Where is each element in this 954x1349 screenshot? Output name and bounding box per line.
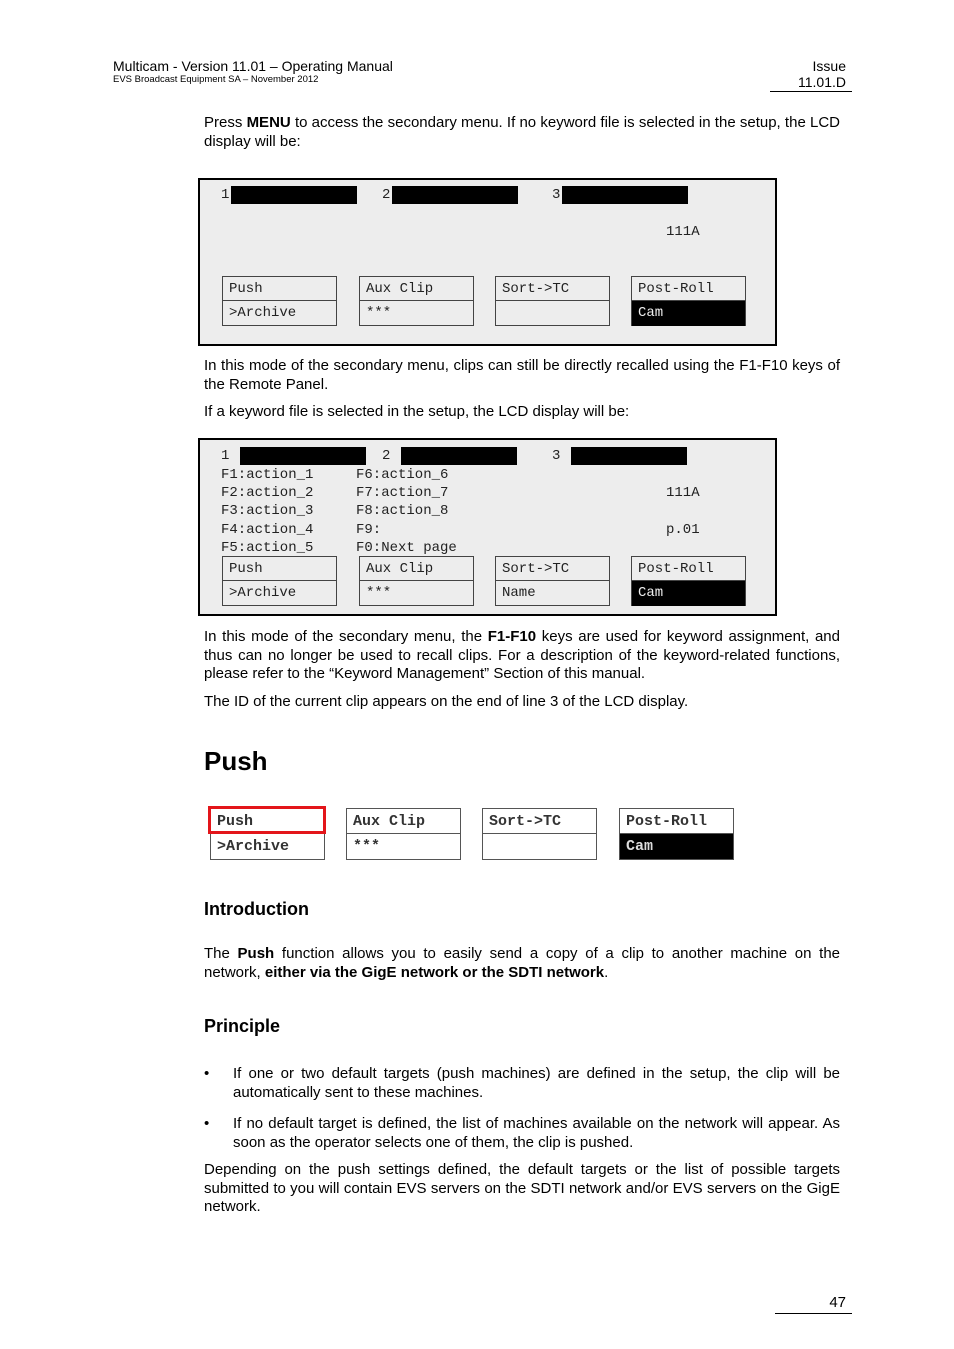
lcd-key-post-roll: Post-Roll Cam bbox=[631, 556, 746, 606]
lcd-key-sort-tc: Sort->TC bbox=[495, 276, 610, 326]
bullet-icon: • bbox=[204, 1115, 210, 1132]
strip-key-post-roll: Post-Roll Cam bbox=[619, 808, 734, 860]
lcd-field-1 bbox=[231, 186, 357, 204]
lcd-num-1: 1 bbox=[221, 187, 230, 203]
strip-key-sort-tc: Sort->TC bbox=[482, 808, 597, 860]
keyword-line-f9: F9: bbox=[356, 522, 382, 538]
issue-block bbox=[798, 58, 846, 90]
keyword-line-f2: F2:action_2 bbox=[221, 485, 314, 501]
paragraph-clip-id: The ID of the current clip appears on the end of line 3 of the LCD display. bbox=[204, 693, 689, 710]
paragraph-keyword-intro: If a keyword file is selected in the setup, the LCD display will be: bbox=[204, 403, 630, 420]
paragraph-menu-intro: Press MENU to access the secondary menu. If no keyword file is selected in the setup, the LCD display will be: bbox=[204, 114, 841, 150]
lcd-field-3 bbox=[562, 186, 688, 204]
manual-subtitle: EVS Broadcast Equipment SA – November 2012 bbox=[113, 74, 319, 85]
lcd-key-push: Push >Archive bbox=[222, 556, 337, 606]
paragraph-keyword-mode: In this mode of the secondary menu, the F1-F10 keys are used for keyword assignment, and thus can no longer be used to recall clips. For a description of the keyword-related functions, please refer to the “Keyword Management” Section of this manual. bbox=[204, 628, 840, 682]
push-key-strip bbox=[208, 806, 738, 860]
keyword-line-f6: F6:action_6 bbox=[356, 467, 449, 483]
keyword-line-f7: F7:action_7 bbox=[356, 485, 449, 501]
keyword-line-f0: F0:Next page bbox=[356, 540, 457, 556]
paragraph-push-settings: Depending on the push settings defined, the default targets or the list of possible targets submitted to you will contain EVS servers on the SDTI network and/or EVS servers on the GigE network. bbox=[204, 1161, 840, 1215]
lcd-field-3 bbox=[571, 447, 687, 465]
footer-rule bbox=[775, 1313, 852, 1314]
bullet-icon: • bbox=[204, 1065, 210, 1082]
issue-label: Issue bbox=[812, 58, 846, 74]
lcd-field-1 bbox=[240, 447, 366, 465]
lcd-num-2: 2 bbox=[382, 448, 391, 464]
page-header bbox=[113, 58, 393, 86]
paragraph-introduction: The Push function allows you to easily send a copy of a clip to another machine on the network, either via the GigE network or the SDTI network. bbox=[204, 945, 841, 981]
issue-value: 11.01.D bbox=[798, 74, 846, 90]
keyword-line-f5: F5:action_5 bbox=[221, 540, 314, 556]
lcd-display-no-keyword bbox=[198, 178, 777, 346]
lcd-page-indicator: p.01 bbox=[666, 522, 700, 538]
push-highlight-frame bbox=[208, 806, 326, 834]
bullet-item: • If one or two default targets (push machines) are defined in the setup, the clip will be automatically sent to these machines. bbox=[204, 1065, 840, 1101]
lcd-num-3: 3 bbox=[552, 187, 561, 203]
lcd-clip-id: 111A bbox=[666, 485, 700, 501]
lcd-display-keyword bbox=[198, 438, 777, 616]
keyword-line-f4: F4:action_4 bbox=[221, 522, 314, 538]
strip-key-aux-clip: Aux Clip *** bbox=[346, 808, 461, 860]
heading-introduction: Introduction bbox=[204, 899, 309, 919]
paragraph-recall-note: In this mode of the secondary menu, clips can still be directly recalled using the F1-F10 keys of the Remote Panel. bbox=[204, 357, 840, 393]
manual-title: Multicam - Version 11.01 – Operating Manual bbox=[113, 58, 393, 74]
keyword-line-f1: F1:action_1 bbox=[221, 467, 314, 483]
lcd-key-post-roll: Post-Roll Cam bbox=[631, 276, 746, 326]
lcd-field-2 bbox=[392, 186, 518, 204]
lcd-key-sort-tc: Sort->TC Name bbox=[495, 556, 610, 606]
lcd-num-1: 1 bbox=[221, 448, 230, 464]
keyword-line-f3: F3:action_3 bbox=[221, 503, 314, 519]
lcd-key-aux-clip: Aux Clip *** bbox=[359, 556, 474, 606]
page-number: 47 bbox=[829, 1294, 846, 1311]
lcd-num-3: 3 bbox=[552, 448, 561, 464]
lcd-clip-id: 111A bbox=[666, 224, 700, 240]
lcd-num-2: 2 bbox=[382, 187, 391, 203]
header-rule bbox=[770, 91, 852, 92]
bullet-item: • If no default target is defined, the list of machines available on the network will appear. As soon as the operator selects one of them, the clip is pushed. bbox=[204, 1115, 840, 1151]
lcd-key-aux-clip: Aux Clip *** bbox=[359, 276, 474, 326]
heading-principle: Principle bbox=[204, 1016, 281, 1036]
strip-key-push: Push >Archive bbox=[210, 808, 325, 860]
section-title-push: Push bbox=[204, 746, 268, 776]
lcd-key-push: Push >Archive bbox=[222, 276, 337, 326]
keyword-line-f8: F8:action_8 bbox=[356, 503, 449, 519]
lcd-field-2 bbox=[401, 447, 517, 465]
